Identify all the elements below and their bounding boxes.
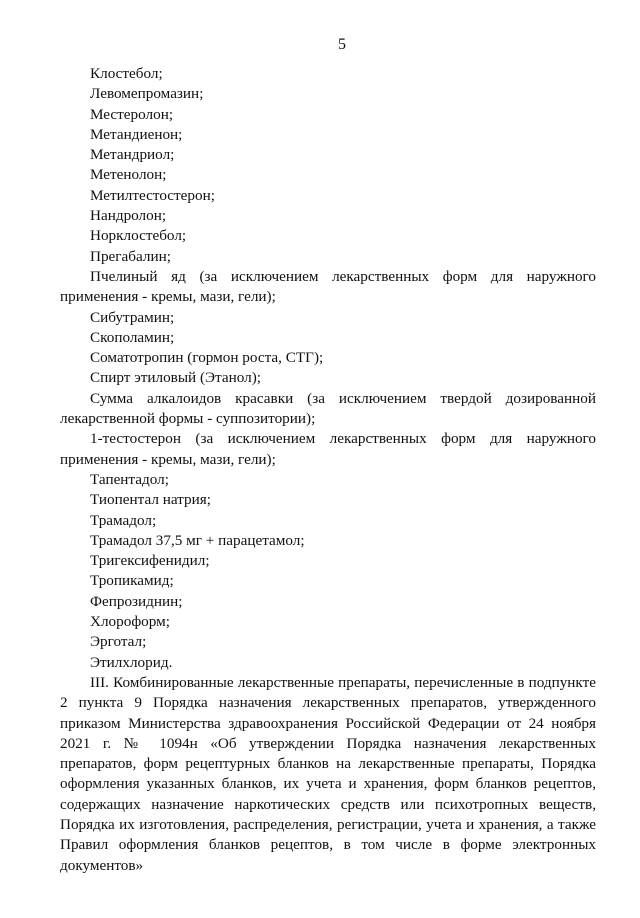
- document-body: [60, 64, 596, 876]
- list-item: Прегабалин;: [90, 247, 171, 265]
- list-item: Фепрозиднин;: [90, 592, 183, 610]
- section-iii-paragraph: III. Комбинированные лекарственные препараты, перечисленные в подпункте 2 пункта 9 Порядка назначения лекарственных препаратов, утвержденного приказом Министерства здравоохранения Российской Федерации от 24 ноября 2021 г. № 1094н «Об утверждении Порядка назначения лекарственных препаратов, форм рецептурных бланков на лекарственные препараты, Порядка оформления указанных бланков, их учета и хранения, форм бланков рецептов, содержащих назначение наркотических средств или психотропных веществ, Порядка их изготовления, распределения, регистрации, учета и хранения, а также Правил оформления бланков рецептов, в том числе в форме электронных документов»: [60, 673, 596, 874]
- list-item: Метандриол;: [90, 146, 175, 164]
- list-item: Тапентадол;: [90, 470, 169, 488]
- list-item: Трамадол;: [90, 511, 157, 529]
- testosterone-paragraph: 1-тестостерон (за исключением лекарственных форм для наружного применения - кремы, мази, гели);: [60, 430, 596, 468]
- list-item: Левомепромазин;: [90, 85, 204, 103]
- list-item: Нандролон;: [90, 207, 167, 225]
- bee-venom-paragraph: Пчелиный яд (за исключением лекарственных форм для наружного применения - кремы, мази, гели);: [60, 267, 596, 306]
- list-item: Сибутрамин;: [90, 308, 175, 326]
- list-item: Трамадол 37,5 мг + парацетамол;: [90, 531, 305, 549]
- list-item: Местеролон;: [90, 105, 174, 123]
- list-item: Тропикамид;: [90, 572, 174, 590]
- belladonna-paragraph: Сумма алкалоидов красавки (за исключением твердой дозированной лекарственной формы - суппозитории);: [60, 389, 596, 428]
- page-number: 5: [338, 36, 346, 53]
- list-item: Норклостебол;: [90, 227, 187, 245]
- list-item: Клостебол;: [90, 65, 163, 82]
- list-item: Метандиенон;: [90, 125, 183, 143]
- list-item: Метилтестостерон;: [90, 186, 215, 204]
- list-item: Спирт этиловый (Этанол);: [90, 369, 261, 387]
- list-item: Эрготал;: [90, 633, 147, 651]
- list-item: Хлороформ;: [90, 613, 170, 631]
- list-item: Тиопентал натрия;: [90, 491, 211, 509]
- list-item: Этилхлорид.: [90, 653, 173, 671]
- list-item: Тригексифенидил;: [90, 552, 210, 570]
- list-item: Соматотропин (гормон роста, СТГ);: [90, 349, 324, 367]
- list-item: Метенолон;: [90, 166, 167, 184]
- list-item: Скополамин;: [90, 328, 175, 346]
